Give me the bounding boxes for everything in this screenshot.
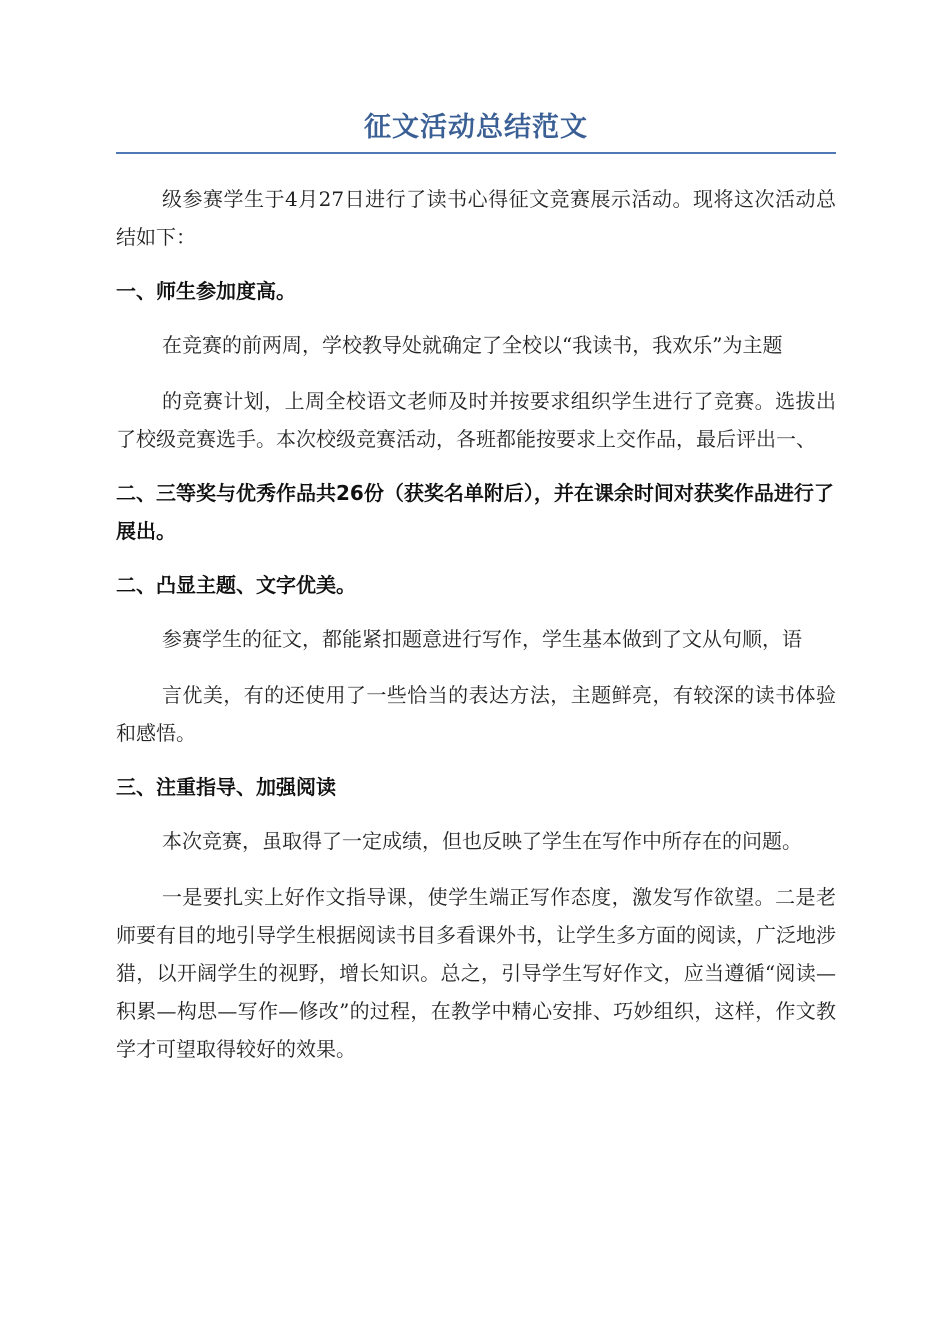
section-heading-awards: 二、三等奖与优秀作品共26份（获奖名单附后），并在课余时间对获奖作品进行了展出。 [116,481,834,543]
section-heading-2: 二、凸显主题、文字优美。 [116,573,356,597]
paragraph-3: 参赛学生的征文，都能紧扣题意进行写作，学生基本做到了文从句顺，语 [162,627,802,651]
paragraph-2: 的竞赛计划，上周全校语文老师及时并按要求组织学生进行了竞赛。选拔出了校级竞赛选手。本次校级竞赛活动，各班都能按要求上交作品，最后评出一、 [116,389,836,451]
paragraph-4: 言优美，有的还使用了一些恰当的表达方法，主题鲜亮，有较深的读书体验和感悟。 [116,683,836,745]
section-heading-3: 三、注重指导、加强阅读 [116,775,336,799]
paragraph-1: 在竞赛的前两周，学校教导处就确定了全校以“我读书，我欢乐”为主题 [162,333,783,357]
section-heading-1: 一、师生参加度高。 [116,279,296,303]
document-title: 征文活动总结范文 [116,108,836,154]
document-page [116,108,836,1068]
intro-paragraph: 级参赛学生于4月27日进行了读书心得征文竞赛展示活动。现将这次活动总结如下： [116,187,836,249]
paragraph-5: 本次竞赛，虽取得了一定成绩，但也反映了学生在写作中所存在的问题。 [162,829,802,853]
paragraph-6: 一是要扎实上好作文指导课，使学生端正写作态度，激发写作欲望。二是老师要有目的地引导学生根据阅读书目多看课外书，让学生多方面的阅读，广泛地涉猎，以开阔学生的视野，增长知识。总之，引导学生写好作文，应当遵循“阅读—积累—构思—写作—修改”的过程，在教学中精心安排、巧妙组织，这样，作文教学才可望取得较好的效果。 [116,885,836,1061]
